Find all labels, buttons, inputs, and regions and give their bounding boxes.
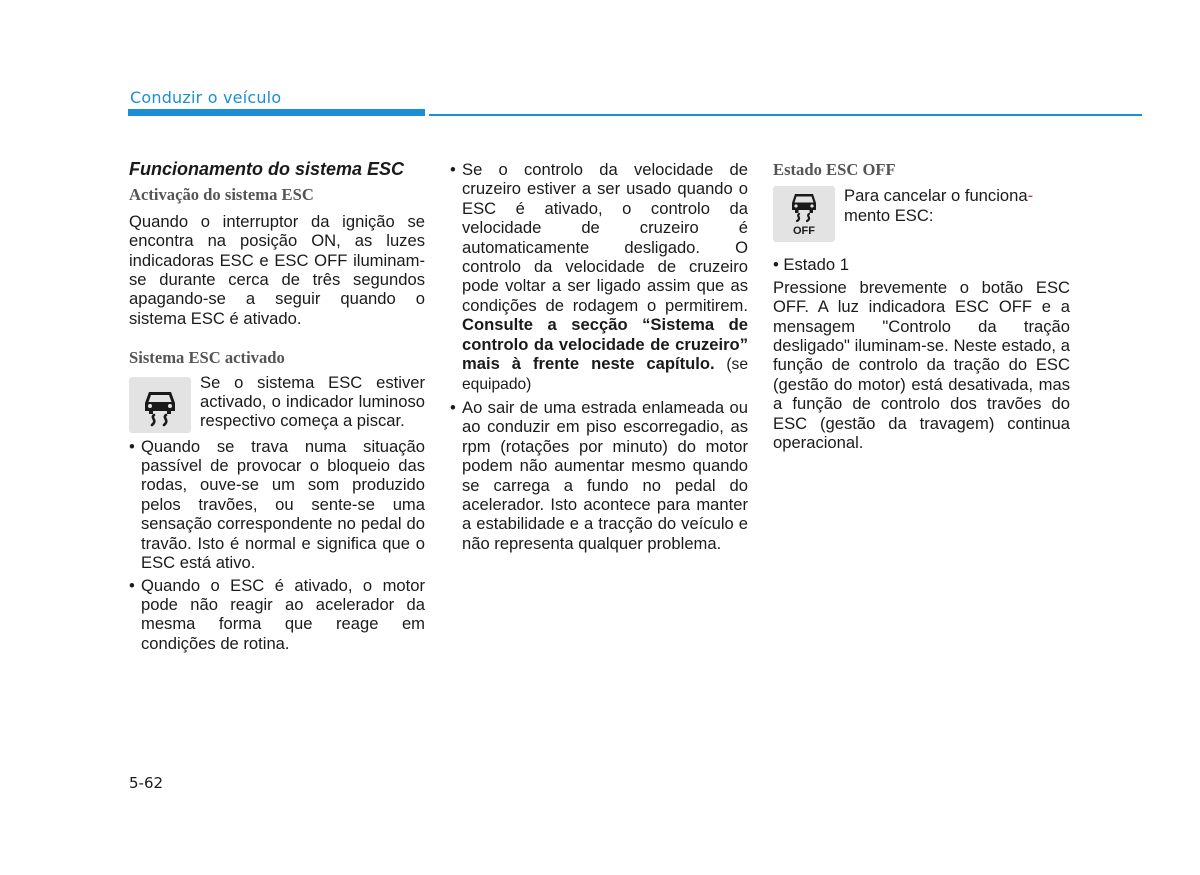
esc-indicator-block [129, 373, 425, 433]
subheading-esc-active: Sistema ESC activado [129, 348, 285, 368]
heading-esc-off-state: Estado ESC OFF [773, 160, 896, 179]
list-item: • Quando se trava numa situação passível de provocar o bloqueio das rodas, ouve-se um som produzido pelos travões, ou sente-se uma sensação correspondente no pedal do travão. Isto é normal e significa que o ESC está ativo. [129, 437, 425, 573]
paragraph-esc-off: Pressione brevemente o botão ESC OFF. A luz indicadora ESC OFF e a mensagem "Controlo da tração desligado" iluminam-se. Neste estado, a função de controlo da tração do ESC (gestão do motor) está desativada, mas a função de controlo dos travões do ESC (gestão da travagem) continua operacional. [773, 277, 1070, 453]
heading-esc-operation: Funcionamento do sistema ESC [129, 159, 405, 179]
esc-off-intro-b: mento ESC: [844, 205, 934, 225]
section-header-title: Conduzir o veículo [130, 88, 282, 107]
if-equipped-note: (se equipado) [462, 356, 749, 394]
subheading-esc-activation: Activação do sistema ESC [129, 185, 314, 205]
esc-off-icon [773, 186, 835, 242]
page-number: 5-62 [129, 774, 164, 792]
header-rule-thin [429, 114, 1142, 116]
header-rule-thick [128, 109, 425, 116]
list-item-slippery-road: • Ao sair de uma estrada enlameada ou ao conduzir em piso escorregadio, as rpm (rotações por minuto) do motor podem não aumentar mesmo quando se carrega a fundo no pedal do acelerador. Isto acontece para manter a estabilidade e a tracção do veículo e não representa qualquer problema. [450, 398, 748, 553]
cruise-control-text: Se o controlo da velocidade de cruzeiro estiver a ser usado quando o ESC é ativado, o controlo da velocidade de cruzeiro é automaticamente desligado. O controlo da velocidade de cruzeiro pode voltar a ser ligado assim que as condições de rodagem o permitirem. [462, 160, 748, 315]
column-left [129, 160, 425, 656]
state-label: • Estado 1 [773, 255, 849, 275]
esc-indicator-icon [129, 377, 191, 433]
section-reference: Consulte a secção “Sistema de controlo da velocidade de cruzeiro” mais à frente neste capítulo. [462, 315, 748, 374]
list-item-cruise-control [450, 160, 748, 395]
esc-off-icon-label: OFF [793, 225, 815, 238]
hyphen-mark: - [1027, 186, 1034, 206]
esc-off-intro [844, 186, 1070, 225]
middle-bullets [450, 160, 748, 553]
esc-active-bullets [129, 437, 425, 653]
paragraph-activation: Quando o interruptor da ignição se encontra na posição ON, as luzes indicadoras ESC e ESC OFF iluminam-se durante cerca de três segundos apagando-se a seguir quando o sistema ESC é ativado. [129, 211, 425, 328]
esc-off-block [773, 186, 1070, 242]
esc-indicator-text: Se o sistema ESC estiver activado, o indicador luminoso respectivo começa a piscar. [200, 372, 425, 431]
column-right [773, 160, 1070, 452]
esc-off-intro-a: Para cancelar o funciona [844, 186, 1028, 206]
column-middle [450, 160, 748, 556]
list-item: • Quando o ESC é ativado, o motor pode não reagir ao acelerador da mesma forma que reage em condições de rotina. [129, 576, 425, 654]
